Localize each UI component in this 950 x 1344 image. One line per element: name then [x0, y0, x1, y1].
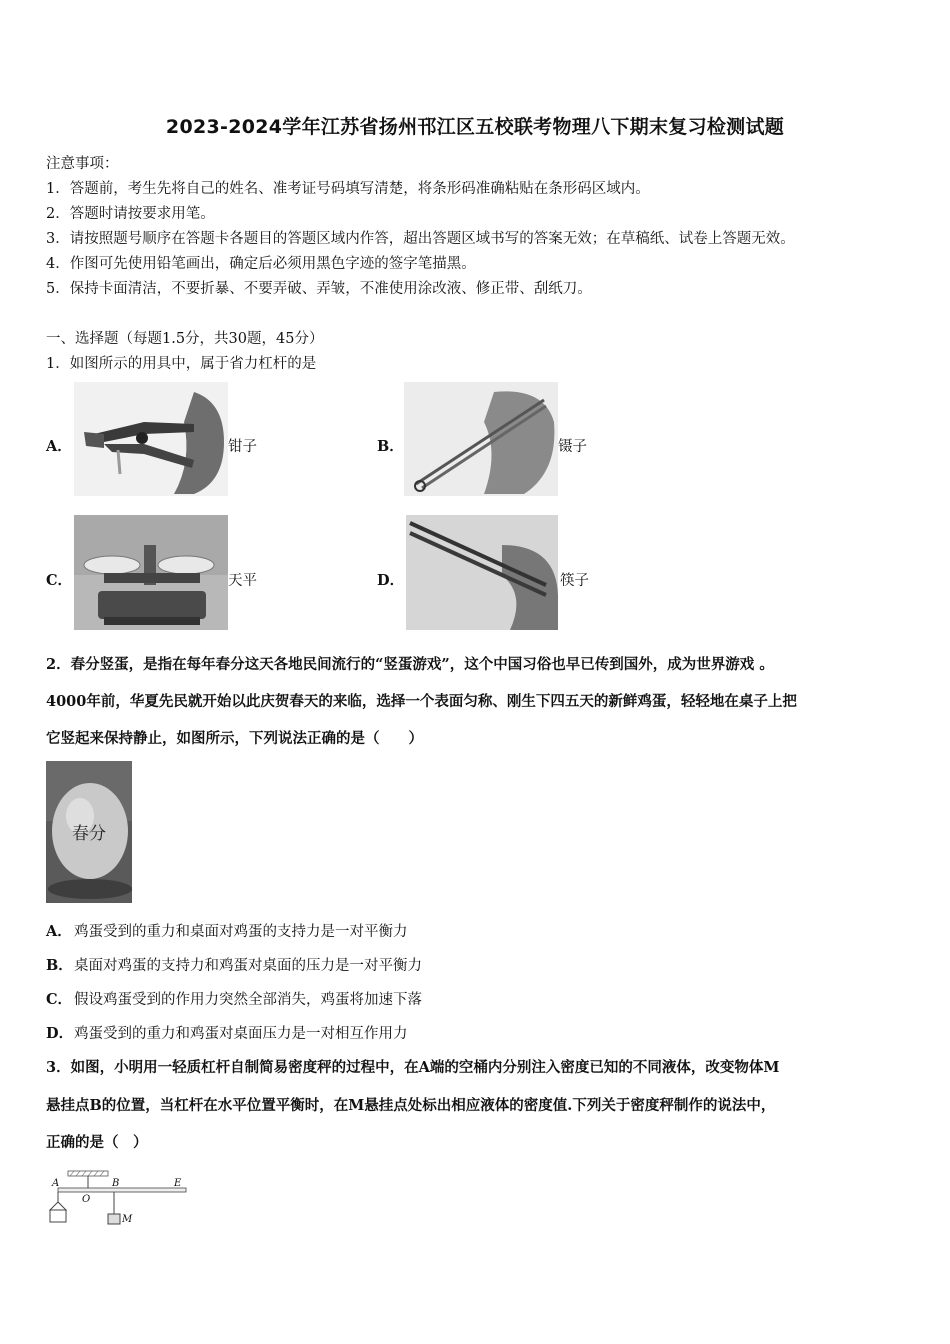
q2-option-c-text: 假设鸡蛋受到的作用力突然全部消失，鸡蛋将加速下落	[74, 992, 422, 1008]
q2-option-b-letter: B．	[46, 957, 73, 974]
q1-stem: 1．如图所示的用具中，属于省力杠杆的是	[46, 356, 317, 372]
q1-option-d-label: 筷子	[560, 573, 589, 589]
q2-option-c-letter: C．	[46, 991, 73, 1008]
lever-label-o: O	[82, 1194, 91, 1205]
q2-option-a-text: 鸡蛋受到的重力和桌面对鸡蛋的支持力是一对平衡力	[74, 924, 408, 940]
q1-option-c-label: 天平	[228, 573, 257, 589]
q1-option-a-letter: A．	[46, 438, 72, 455]
q1-option-c-letter: C．	[46, 572, 73, 589]
q2-stem-line-3: 它竖起来保持静止，如图所示，下列说法正确的是（ ）	[46, 730, 423, 747]
chopsticks-image	[406, 515, 558, 630]
notice-item-1: 1．答题前，考生先将自己的姓名、准考证号码填写清楚，将条形码准确粘贴在条形码区域内。	[46, 181, 650, 197]
q2-option-a-letter: A．	[46, 923, 72, 940]
notice-heading: 注意事项：	[46, 156, 119, 172]
page-title: 2023-2024学年江苏省扬州邗江区五校联考物理八下期末复习检测试题	[165, 116, 785, 138]
notice-item-4: 4．作图可先使用铅笔画出，确定后必须用黑色字迹的签字笔描黑。	[46, 256, 476, 272]
q2-stem-line-2: 4000年前，华夏先民就开始以此庆贺春天的来临，选择一个表面匀称、刚生下四五天的新鲜鸡蛋，轻轻地在桌子上把	[46, 693, 797, 710]
lever-label-b: B	[112, 1178, 120, 1189]
q1-option-b-label: 镊子	[558, 439, 587, 455]
tweezers-image	[404, 382, 558, 496]
notice-item-2: 2．答题时请按要求用笔。	[46, 206, 215, 222]
q2-stem-line-1: 2．春分竖蛋，是指在每年春分这天各地民间流行的“竖蛋游戏”，这个中国习俗也早已传到国外，成为世界游戏 。	[46, 656, 774, 673]
lever-label-a: A	[52, 1178, 60, 1189]
q2-option-d-text: 鸡蛋受到的重力和鸡蛋对桌面压力是一对相互作用力	[74, 1026, 408, 1042]
balance-image	[74, 515, 228, 630]
notice-item-3: 3．请按照题号顺序在答题卡各题目的答题区域内作答，超出答题区域书写的答案无效；在草稿纸、试卷上答题无效。	[46, 231, 795, 247]
egg-image	[46, 761, 132, 903]
pliers-image	[74, 382, 228, 496]
section-heading: 一、选择题（每题1.5分，共30题，45分）	[46, 331, 324, 347]
q1-option-d-letter: D．	[377, 572, 405, 589]
q3-stem-line-3: 正确的是（ ）	[46, 1134, 148, 1151]
lever-label-e: E	[174, 1178, 182, 1189]
notice-item-5: 5．保持卡面清洁，不要折暴、不要弄破、弄皱，不准使用涂改液、修正带、刮纸刀。	[46, 281, 592, 297]
q2-option-b-text: 桌面对鸡蛋的支持力和鸡蛋对桌面的压力是一对平衡力	[74, 958, 422, 974]
egg-label: 春分	[72, 824, 106, 844]
q1-option-b-letter: B．	[377, 438, 404, 455]
q3-stem-line-1: 3．如图，小明用一轻质杠杆自制简易密度秤的过程中，在A端的空桶内分别注入密度已知的不同液体，改变物体M	[46, 1059, 780, 1076]
lever-label-m: M	[122, 1214, 133, 1225]
lever-diagram	[44, 1168, 194, 1230]
q1-option-a-label: 钳子	[228, 439, 257, 455]
q2-option-d-letter: D．	[46, 1025, 74, 1042]
q3-stem-line-2: 悬挂点B的位置，当杠杆在水平位置平衡时，在M悬挂点处标出相应液体的密度值.下列关于密度秤制作的说法中，	[46, 1097, 776, 1114]
